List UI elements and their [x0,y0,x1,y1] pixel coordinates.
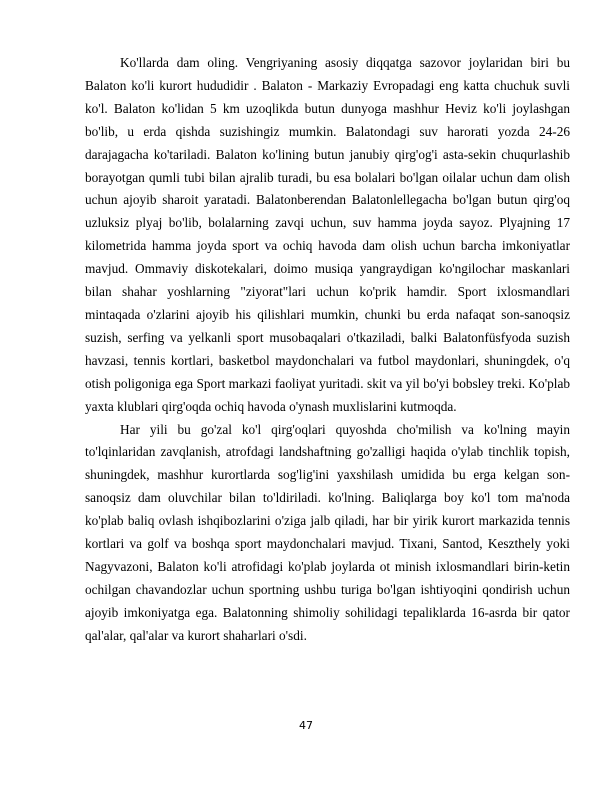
paragraph-2: Har yili bu go'zal ko'l qirg'oqlari quyoshda cho'milish va ko'lning mayin to'lqinlaridan zavqlanish, atrofdagi landshaftning go'zalligi haqida o'ylab tinchlik topish, shuningdek, mashhur kurortlarda sog'lig'ini yaxshilash umidida bu erga kelgan son-sanoqsiz dam oluvchilar bilan to'ldiriladi. ko'lning. Baliqlarga boy ko'l tom ma'noda ko'plab baliq ovlash ishqibozlarini o'ziga jalb qiladi, har bir yirik kurort markazida tennis kortlari va golf va boshqa sport maydonchalari mavjud. Tixani, Santod, Keszthely yoki Nagyvazoni, Balaton ko'li atrofidagi ko'plab joylarda ot minish ixlosmandlari birin-ketin ochilgan chavandozlar uchun sportning ushbu turiga bo'lgan ishtiyoqini qondirish uchun ajoyib imkoniyatga ega. Balatonning shimoliy sohilidagi tepaliklarda 16-asrda bir qator qal'alar, qal'alar va kurort shaharlari o'sdi. [85,421,570,643]
paragraph-1: Ko'llarda dam oling. Vengriyaning asosiy diqqatga sazovor joylaridan biri bu Balaton ko'li kurort hududidir . Balaton - Markaziy Evropadagi eng katta chuchuk suvli ko'l. Balaton ko'lidan 5 km uzoqlikda butun dunyoga mashhur Heviz ko'li joylashgan bo'lib, u erda qishda suzishingiz mumkin. Balatondagi suv harorati yozda 24-26 darajagacha ko'tariladi. Balaton ko'lining butun janubiy qirg'og'i asta-sekin chuqurlashib borayotgan qumli tubi bilan ajralib turadi, bu esa bolalari bo'lgan oilalar uchun dam olish uchun ajoyib sharoit yaratadi. Balatonberendan Balatonlellegacha bo'lgan butun qirg'oq uzluksiz plyaj bo'lib, bolalarning zavqi uchun, suv hamma joyda sayoz. Plyajning 17 kilometrida hamma joyda sport va ochiq havoda dam olish uchun barcha imkoniyatlar mavjud. Ommaviy diskotekalari, doimo musiqa yangraydigan ko'ngilochar maskanlari bilan shahar yoshlarning "ziyorat"lari uchun ko'prik hamdir. Sport ixlosmandlari mintaqada o'zlarini ajoyib his qilishlari mumkin, chunki bu erda nafaqat son-sanoqsiz suzish, serfing va yelkanli sport musobaqalari o'tkaziladi, balki Balatonfüsfyoda suzish havzasi, tennis kortlari, basketbol maydonchalari va futbol maydonlari, shuningdek, o'q otish poligoniga ega Sport markazi faoliyat yuritadi. skit va yil bo'yi bobsley treki. Ko'plab yaxta klublari qirg'oqda ochiq havoda o'ynash muxlislarini kutmoqda. [85,55,570,414]
page-number: 47 [299,719,313,732]
document-body [85,52,570,648]
